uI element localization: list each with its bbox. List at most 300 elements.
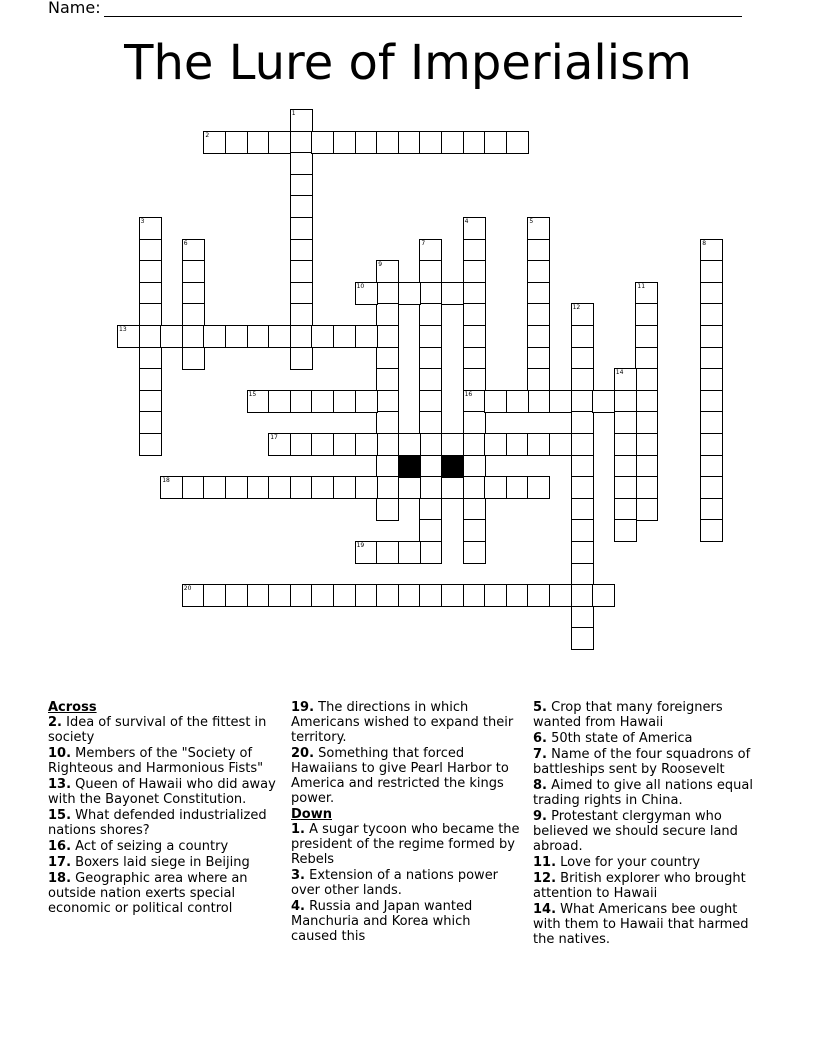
grid-cell[interactable]: [700, 347, 723, 370]
grid-cell[interactable]: [700, 433, 723, 456]
grid-cell[interactable]: [463, 131, 486, 154]
grid-cell[interactable]: [419, 282, 442, 305]
grid-cell[interactable]: [117, 325, 140, 348]
grid-cell[interactable]: [571, 627, 594, 650]
clue-number: 13.: [48, 777, 72, 792]
grid-cell[interactable]: [398, 541, 421, 564]
grid-cell[interactable]: [592, 390, 615, 413]
clue-number: 11.: [533, 855, 557, 870]
clue-item: [533, 855, 763, 870]
grid-cell[interactable]: [419, 498, 442, 521]
grid-cell[interactable]: [614, 455, 637, 478]
across-heading: Across: [48, 700, 97, 715]
clue-number: 8.: [533, 778, 547, 793]
grid-cell[interactable]: [139, 303, 162, 326]
grid-cell[interactable]: [463, 411, 486, 434]
clue-item: [533, 902, 763, 947]
grid-cell[interactable]: [506, 476, 529, 499]
clue-number-label: 2: [205, 131, 210, 139]
clue-item: [533, 778, 763, 808]
grid-cell[interactable]: [463, 260, 486, 283]
grid-cell[interactable]: [333, 433, 356, 456]
clue-item: [533, 809, 763, 854]
grid-cell[interactable]: [700, 411, 723, 434]
grid-cell[interactable]: [419, 455, 442, 478]
clue-number-label: 19: [356, 542, 365, 549]
grid-cell[interactable]: [290, 303, 313, 326]
grid-cell[interactable]: [376, 584, 399, 607]
clue-item: [48, 871, 278, 916]
clue-number: 6.: [533, 731, 547, 746]
grid-cell[interactable]: [182, 282, 205, 305]
clue-item: [48, 855, 278, 870]
grid-cell[interactable]: [268, 325, 291, 348]
grid-cell[interactable]: [376, 541, 399, 564]
grid-cell[interactable]: [614, 519, 637, 542]
clue-number: 3.: [291, 868, 305, 883]
grid-cell[interactable]: [592, 584, 615, 607]
grid-cell[interactable]: [182, 325, 205, 348]
grid-cell[interactable]: [635, 368, 658, 391]
grid-cell[interactable]: [419, 239, 442, 262]
grid-cell[interactable]: [290, 195, 313, 218]
clue-text: Love for your country: [560, 855, 701, 870]
grid-cell[interactable]: [182, 260, 205, 283]
grid-cell[interactable]: [571, 476, 594, 499]
grid-cell[interactable]: [311, 131, 334, 154]
grid-cell[interactable]: [398, 282, 421, 305]
grid-cell[interactable]: [441, 131, 464, 154]
grid-cell[interactable]: [571, 455, 594, 478]
grid-cell[interactable]: [463, 368, 486, 391]
grid-cell[interactable]: [311, 325, 334, 348]
clue-number: 17.: [48, 855, 72, 870]
grid-cell[interactable]: [463, 519, 486, 542]
grid-cell[interactable]: [376, 368, 399, 391]
grid-cell[interactable]: [247, 325, 270, 348]
clue-number-label: 4: [464, 218, 469, 225]
grid-cell[interactable]: [635, 498, 658, 521]
clues-column-2: [291, 700, 521, 945]
grid-cell[interactable]: [419, 260, 442, 283]
clue-text: Idea of survival of the fittest in society: [48, 715, 267, 745]
grid-block: [441, 455, 464, 478]
grid-cell[interactable]: [247, 390, 270, 413]
grid-cell[interactable]: [506, 433, 529, 456]
clue-text: Something that forced Hawaiians to give Pearl Harbor to America and restricted the kings power.: [291, 746, 509, 806]
clue-number-label: 1: [291, 110, 296, 117]
grid-cell[interactable]: [527, 217, 550, 240]
grid-cell[interactable]: [614, 476, 637, 499]
clue-number-label: 16: [464, 390, 473, 398]
grid-cell[interactable]: [484, 584, 507, 607]
grid-cell[interactable]: [290, 239, 313, 262]
down-heading: Down: [291, 807, 332, 822]
grid-cell[interactable]: [700, 303, 723, 326]
grid-cell[interactable]: [290, 109, 313, 132]
grid-cell[interactable]: [506, 131, 529, 154]
grid-cell[interactable]: [614, 411, 637, 434]
clue-text: The directions in which Americans wished to expand their territory.: [291, 700, 514, 745]
grid-cell[interactable]: [203, 131, 226, 154]
grid-cell[interactable]: [419, 325, 442, 348]
clue-number: 4.: [291, 899, 305, 914]
grid-cell[interactable]: [635, 390, 658, 413]
grid-cell[interactable]: [355, 433, 378, 456]
grid-cell[interactable]: [182, 239, 205, 262]
grid-cell[interactable]: [484, 476, 507, 499]
grid-cell[interactable]: [463, 433, 486, 456]
clue-text: Name of the four squadrons of battleships sent by Roosevelt: [533, 747, 751, 777]
grid-cell[interactable]: [376, 131, 399, 154]
grid-cell[interactable]: [635, 411, 658, 434]
clue-number-label: 11: [637, 282, 646, 290]
clue-item: [291, 899, 521, 944]
grid-cell[interactable]: [571, 541, 594, 564]
grid-cell[interactable]: [419, 390, 442, 413]
grid-cell[interactable]: [398, 131, 421, 154]
clue-text: Protestant clergyman who believed we should secure land abroad.: [533, 809, 738, 854]
grid-cell[interactable]: [182, 476, 205, 499]
grid-cell[interactable]: [419, 541, 442, 564]
clue-text: Russia and Japan wanted Manchuria and Korea which caused this: [291, 899, 473, 944]
clue-number-label: 3: [140, 218, 145, 225]
grid-cell[interactable]: [139, 217, 162, 240]
grid-cell[interactable]: [290, 325, 313, 348]
grid-cell[interactable]: [182, 347, 205, 370]
grid-cell[interactable]: [268, 476, 291, 499]
grid-cell[interactable]: [139, 239, 162, 262]
grid-cell[interactable]: [311, 584, 334, 607]
grid-cell[interactable]: [484, 433, 507, 456]
grid-cell[interactable]: [225, 131, 248, 154]
clue-number-label: 5: [529, 218, 534, 225]
clue-item: [48, 808, 278, 838]
grid-cell[interactable]: [635, 282, 658, 305]
grid-cell[interactable]: [571, 347, 594, 370]
grid-cell[interactable]: [700, 239, 723, 262]
grid-cell[interactable]: [376, 455, 399, 478]
clue-number-label: 13: [119, 326, 127, 333]
clue-number: 12.: [533, 871, 557, 886]
grid-cell[interactable]: [527, 368, 550, 391]
clue-number: 9.: [533, 809, 547, 824]
clue-number: 15.: [48, 808, 72, 823]
grid-cell[interactable]: [333, 131, 356, 154]
grid-cell[interactable]: [419, 519, 442, 542]
clue-text: What Americans bee ought with them to Hawaii that harmed the natives.: [533, 902, 749, 947]
grid-cell[interactable]: [139, 347, 162, 370]
grid-cell[interactable]: [398, 476, 421, 499]
grid-cell[interactable]: [203, 476, 226, 499]
grid-cell[interactable]: [571, 519, 594, 542]
grid-cell[interactable]: [419, 303, 442, 326]
grid-cell[interactable]: [463, 239, 486, 262]
grid-cell[interactable]: [463, 584, 486, 607]
grid-cell[interactable]: [463, 476, 486, 499]
grid-cell[interactable]: [398, 433, 421, 456]
grid-cell[interactable]: [614, 390, 637, 413]
grid-cell[interactable]: [549, 433, 572, 456]
clue-text: Boxers laid siege in Beijing: [75, 855, 250, 870]
clue-number: 20.: [291, 746, 315, 761]
grid-cell[interactable]: [182, 584, 205, 607]
clue-number-label: 20: [183, 585, 192, 593]
grid-cell[interactable]: [571, 411, 594, 434]
grid-cell[interactable]: [182, 303, 205, 326]
grid-cell[interactable]: [463, 541, 486, 564]
clue-text: What defended industrialized nations shores?: [48, 808, 267, 838]
grid-cell[interactable]: [355, 476, 378, 499]
grid-cell[interactable]: [700, 390, 723, 413]
grid-block: [398, 455, 421, 478]
clue-item: [48, 746, 278, 776]
grid-cell[interactable]: [376, 390, 399, 413]
grid-cell[interactable]: [139, 433, 162, 456]
grid-cell[interactable]: [571, 498, 594, 521]
clue-number: 16.: [48, 839, 72, 854]
grid-cell[interactable]: [506, 584, 529, 607]
grid-cell[interactable]: [463, 390, 486, 413]
clue-number: 7.: [533, 747, 547, 762]
grid-cell[interactable]: [635, 455, 658, 478]
grid-cell[interactable]: [571, 303, 594, 326]
clue-number-label: 17: [270, 434, 278, 441]
grid-cell[interactable]: [527, 584, 550, 607]
grid-cell[interactable]: [463, 303, 486, 326]
grid-cell[interactable]: [571, 325, 594, 348]
clue-item: [291, 822, 521, 867]
grid-cell[interactable]: [290, 217, 313, 240]
clue-text: A sugar tycoon who became the president of the regime formed by Rebels: [291, 822, 520, 867]
grid-cell[interactable]: [527, 390, 550, 413]
grid-cell[interactable]: [614, 368, 637, 391]
clue-number-label: 12: [572, 304, 581, 312]
grid-cell[interactable]: [635, 433, 658, 456]
grid-cell[interactable]: [203, 325, 226, 348]
grid-cell[interactable]: [225, 584, 248, 607]
grid-cell[interactable]: [700, 260, 723, 283]
clue-number-label: 14: [615, 369, 624, 377]
clue-item: [533, 731, 763, 746]
grid-cell[interactable]: [333, 390, 356, 413]
grid-cell[interactable]: [333, 325, 356, 348]
grid-cell[interactable]: [419, 433, 442, 456]
grid-cell[interactable]: [247, 131, 270, 154]
grid-cell[interactable]: [419, 347, 442, 370]
grid-cell[interactable]: [635, 325, 658, 348]
grid-cell[interactable]: [376, 411, 399, 434]
grid-cell[interactable]: [290, 476, 313, 499]
grid-cell[interactable]: [527, 325, 550, 348]
grid-cell[interactable]: [311, 433, 334, 456]
grid-cell[interactable]: [463, 282, 486, 305]
clues-column-1: [48, 700, 278, 917]
grid-cell[interactable]: [376, 303, 399, 326]
clue-text: Crop that many foreigners wanted from Hawaii: [533, 700, 723, 730]
clue-number: 5.: [533, 700, 547, 715]
grid-cell[interactable]: [139, 390, 162, 413]
grid-cell[interactable]: [355, 390, 378, 413]
grid-cell[interactable]: [700, 455, 723, 478]
grid-cell[interactable]: [160, 325, 183, 348]
clue-text: Members of the "Society of Righteous and Harmonious Fists": [48, 746, 264, 776]
grid-cell[interactable]: [355, 541, 378, 564]
grid-cell[interactable]: [139, 325, 162, 348]
grid-cell[interactable]: [290, 131, 313, 154]
grid-cell[interactable]: [290, 390, 313, 413]
grid-cell[interactable]: [290, 260, 313, 283]
grid-cell[interactable]: [333, 584, 356, 607]
grid-cell[interactable]: [160, 476, 183, 499]
clue-number-label: 7: [421, 239, 426, 247]
grid-cell[interactable]: [549, 390, 572, 413]
clue-number: 2.: [48, 715, 62, 730]
clue-number-label: 9: [378, 261, 383, 269]
clue-number: 19.: [291, 700, 315, 715]
grid-cell[interactable]: [139, 260, 162, 283]
grid-cell[interactable]: [527, 433, 550, 456]
grid-cell[interactable]: [700, 476, 723, 499]
grid-cell[interactable]: [484, 390, 507, 413]
grid-cell[interactable]: [635, 303, 658, 326]
grid-cell[interactable]: [419, 411, 442, 434]
grid-cell[interactable]: [463, 498, 486, 521]
grid-cell[interactable]: [700, 519, 723, 542]
grid-cell[interactable]: [376, 433, 399, 456]
name-label: Name:: [48, 0, 101, 17]
grid-cell[interactable]: [700, 498, 723, 521]
grid-cell[interactable]: [139, 282, 162, 305]
clues-column-3: [533, 700, 763, 948]
grid-cell[interactable]: [355, 584, 378, 607]
grid-cell[interactable]: [376, 325, 399, 348]
grid-cell[interactable]: [635, 347, 658, 370]
grid-cell[interactable]: [376, 347, 399, 370]
grid-cell[interactable]: [571, 563, 594, 586]
grid-cell[interactable]: [355, 282, 378, 305]
grid-cell[interactable]: [614, 433, 637, 456]
grid-cell[interactable]: [203, 584, 226, 607]
clue-number-label: 8: [702, 239, 707, 247]
grid-cell[interactable]: [527, 347, 550, 370]
grid-cell[interactable]: [527, 239, 550, 262]
clue-text: Geographic area where an outside nation exerts special economic or political control: [48, 871, 248, 916]
grid-cell[interactable]: [290, 282, 313, 305]
grid-cell[interactable]: [419, 584, 442, 607]
grid-cell[interactable]: [484, 131, 507, 154]
grid-cell[interactable]: [527, 282, 550, 305]
grid-cell[interactable]: [225, 476, 248, 499]
clue-item: [533, 871, 763, 901]
grid-cell[interactable]: [355, 131, 378, 154]
clue-number: 1.: [291, 822, 305, 837]
grid-cell[interactable]: [376, 476, 399, 499]
grid-cell[interactable]: [311, 390, 334, 413]
grid-cell[interactable]: [376, 260, 399, 283]
grid-cell[interactable]: [247, 476, 270, 499]
grid-cell[interactable]: [247, 584, 270, 607]
clue-number-label: 6: [183, 239, 188, 247]
grid-cell[interactable]: [571, 390, 594, 413]
grid-cell[interactable]: [463, 325, 486, 348]
clue-text: 50th state of America: [551, 731, 693, 746]
clue-number: 18.: [48, 871, 72, 886]
grid-cell[interactable]: [463, 455, 486, 478]
clue-item: [48, 715, 278, 745]
clue-number-label: 10: [356, 282, 365, 290]
grid-cell[interactable]: [441, 584, 464, 607]
grid-cell[interactable]: [700, 368, 723, 391]
grid-cell[interactable]: [268, 131, 291, 154]
grid-cell[interactable]: [571, 368, 594, 391]
grid-cell[interactable]: [700, 325, 723, 348]
clue-text: Act of seizing a country: [75, 839, 229, 854]
grid-cell[interactable]: [290, 347, 313, 370]
grid-cell[interactable]: [614, 498, 637, 521]
grid-cell[interactable]: [419, 368, 442, 391]
page-title: The Lure of Imperialism: [124, 35, 692, 91]
clue-text: Queen of Hawaii who did away with the Bayonet Constitution.: [48, 777, 276, 807]
grid-cell[interactable]: [290, 433, 313, 456]
clue-number: 14.: [533, 902, 557, 917]
grid-cell[interactable]: [376, 282, 399, 305]
grid-cell[interactable]: [571, 606, 594, 629]
grid-cell[interactable]: [441, 476, 464, 499]
grid-cell[interactable]: [268, 584, 291, 607]
grid-cell[interactable]: [441, 282, 464, 305]
grid-cell[interactable]: [398, 584, 421, 607]
clue-item: [48, 839, 278, 854]
grid-cell[interactable]: [333, 476, 356, 499]
grid-cell[interactable]: [268, 433, 291, 456]
grid-cell[interactable]: [290, 152, 313, 175]
grid-cell[interactable]: [463, 217, 486, 240]
grid-cell[interactable]: [268, 390, 291, 413]
grid-cell[interactable]: [139, 411, 162, 434]
grid-cell[interactable]: [290, 584, 313, 607]
clue-item: [48, 777, 278, 807]
grid-cell[interactable]: [635, 476, 658, 499]
clue-text: Extension of a nations power over other lands.: [291, 868, 499, 898]
clue-number: 10.: [48, 746, 72, 761]
grid-cell[interactable]: [290, 174, 313, 197]
grid-cell[interactable]: [527, 260, 550, 283]
grid-cell[interactable]: [225, 325, 248, 348]
grid-cell[interactable]: [355, 325, 378, 348]
grid-cell[interactable]: [700, 282, 723, 305]
grid-cell[interactable]: [441, 433, 464, 456]
clue-number-label: 15: [248, 390, 257, 398]
grid-cell[interactable]: [139, 368, 162, 391]
grid-cell[interactable]: [311, 476, 334, 499]
grid-cell[interactable]: [419, 476, 442, 499]
grid-cell[interactable]: [527, 303, 550, 326]
clue-item: [291, 868, 521, 898]
clue-item: [533, 700, 763, 730]
grid-cell[interactable]: [376, 498, 399, 521]
clue-text: British explorer who brought attention to Hawaii: [533, 871, 746, 901]
grid-cell[interactable]: [419, 131, 442, 154]
clue-item: [291, 746, 521, 806]
grid-cell[interactable]: [506, 390, 529, 413]
clue-item: [533, 747, 763, 777]
grid-cell[interactable]: [549, 584, 572, 607]
grid-cell[interactable]: [571, 584, 594, 607]
grid-cell[interactable]: [463, 347, 486, 370]
grid-cell[interactable]: [527, 476, 550, 499]
grid-cell[interactable]: [571, 433, 594, 456]
